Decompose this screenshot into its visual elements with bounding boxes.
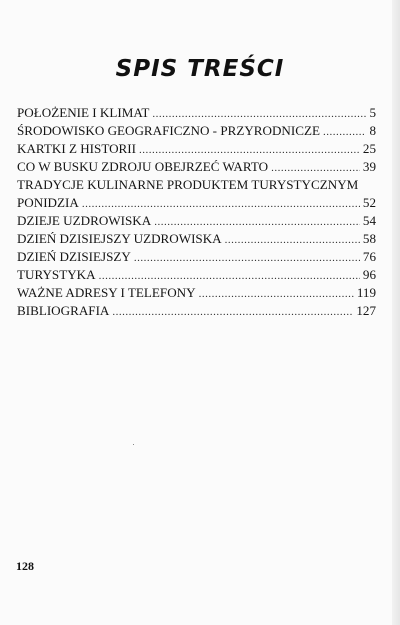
print-speck: [133, 444, 134, 445]
toc-entry-page: 5: [369, 105, 376, 120]
toc-entry-label: ŚRODOWISKO GEOGRAFICZNO - PRZYRODNICZE: [17, 123, 320, 138]
dot-leader: [112, 303, 353, 321]
toc-entry-page: 119: [356, 285, 376, 300]
toc-entry: [17, 122, 376, 140]
toc-entry-label: POŁOŻENIE I KLIMAT: [17, 105, 150, 120]
toc-entry-label: TURYSTYKA: [17, 267, 96, 282]
toc-entry-page: 96: [362, 267, 376, 282]
toc-entry-label: BIBLIOGRAFIA: [17, 303, 110, 318]
toc-entry-label: PONIDZIA: [17, 195, 79, 210]
toc-entry-label: CO W BUSKU ZDROJU OBEJRZEĆ WARTO: [17, 159, 269, 174]
toc-entry: [17, 302, 376, 320]
toc-entry-label: KARTKI Z HISTORII: [17, 141, 136, 156]
dot-leader: [82, 195, 360, 213]
toc-entry-label: TRADYCJE KULINARNE PRODUKTEM TURYSTYCZNYM: [17, 177, 359, 192]
dot-leader: [199, 285, 354, 303]
toc-entry-page: 127: [356, 303, 376, 318]
toc-entry-page: 58: [362, 231, 376, 246]
dot-leader: [271, 159, 360, 177]
toc-entry-label: WAŻNE ADRESY I TELEFONY: [17, 285, 196, 300]
toc-entry: [17, 266, 376, 284]
dot-leader: [99, 267, 360, 285]
dot-leader: [134, 249, 360, 267]
toc-entry-page: 39: [362, 159, 376, 174]
toc-entry: [17, 158, 376, 176]
dot-leader: [139, 141, 360, 159]
toc-entry: [17, 248, 376, 266]
toc-entry: [17, 230, 376, 248]
toc-entry-page: 8: [369, 123, 376, 138]
toc-entry-label: DZIEŃ DZISIEJSZY UZDROWISKA: [17, 231, 222, 246]
page-edge: [392, 0, 400, 625]
toc-entry: [17, 212, 376, 230]
toc-entry-label: DZIEJE UZDROWISKA: [17, 213, 152, 228]
dot-leader: [225, 231, 360, 249]
toc-entry-page: 76: [362, 249, 376, 264]
toc-entry-page: 54: [362, 213, 376, 228]
toc-entry-page: 25: [362, 141, 376, 156]
dot-leader: [323, 123, 366, 141]
dot-leader: [154, 213, 360, 231]
toc-entry: [17, 140, 376, 158]
toc-entry: [17, 194, 376, 212]
table-of-contents: [17, 104, 376, 320]
page-number: 128: [16, 559, 34, 573]
toc-entry: [17, 284, 376, 302]
toc-entry-page: 52: [362, 195, 376, 210]
toc-entry: [17, 176, 376, 194]
toc-entry: [17, 104, 376, 122]
toc-entry-label: DZIEŃ DZISIEJSZY: [17, 249, 131, 264]
page-title: SPIS TREŚCI: [115, 56, 285, 82]
dot-leader: [152, 105, 366, 123]
